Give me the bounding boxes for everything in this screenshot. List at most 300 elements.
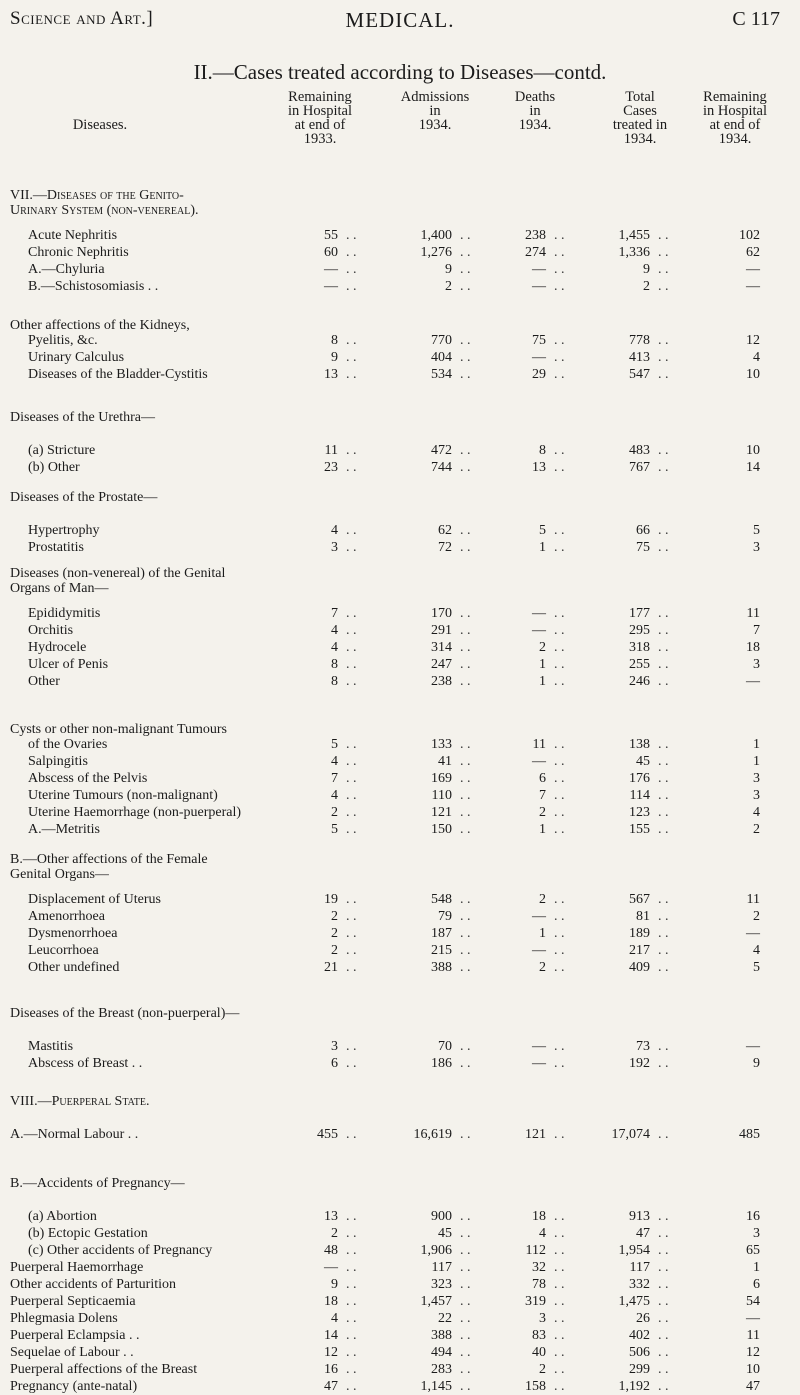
leader-dots: . .	[554, 788, 565, 803]
leader-dots: . .	[346, 674, 357, 689]
cell-value: 13	[324, 367, 338, 382]
cell-value: 2	[331, 805, 338, 820]
cell-value: 114	[629, 788, 650, 803]
leader-dots: . .	[554, 640, 565, 655]
table-row	[0, 1056, 800, 1070]
cell-value: 3	[753, 788, 760, 803]
cell-value: 155	[629, 822, 650, 837]
cell-value: 1,455	[618, 228, 650, 243]
leader-dots: . .	[346, 1226, 357, 1241]
leader-dots: . .	[554, 892, 565, 907]
leader-dots: . .	[460, 788, 471, 803]
leader-dots: . .	[460, 1345, 471, 1360]
cell-value: 18	[324, 1294, 338, 1309]
cell-value: 5	[539, 523, 546, 538]
row-label: A.—Chyluria	[28, 262, 105, 277]
row-label: (a) Abortion	[28, 1209, 97, 1224]
row-label: Ulcer of Penis	[28, 657, 109, 672]
row-label: (c) Other accidents of Pregnancy	[28, 1243, 213, 1258]
leader-dots: . .	[460, 640, 471, 655]
cell-value: 73	[636, 1039, 650, 1054]
cell-value: 72	[438, 540, 452, 555]
cell-value: 323	[431, 1277, 452, 1292]
cell-value: 18	[532, 1209, 546, 1224]
cell-value: 506	[629, 1345, 650, 1360]
cell-value: 9	[331, 350, 338, 365]
cell-value: 60	[324, 245, 338, 260]
leader-dots: . .	[346, 1056, 357, 1071]
cell-value: 4	[753, 805, 760, 820]
cell-value: 4	[539, 1226, 546, 1241]
leader-dots: . .	[554, 822, 565, 837]
leader-dots: . .	[554, 443, 565, 458]
leader-dots: . .	[658, 1209, 669, 1224]
cell-value: —	[746, 279, 760, 294]
header-left: Science and Art.]	[10, 8, 154, 29]
leader-dots: . .	[554, 606, 565, 621]
cell-value: 3	[753, 657, 760, 672]
cell-value: 295	[629, 623, 650, 638]
cell-value: 13	[324, 1209, 338, 1224]
leader-dots: . .	[460, 245, 471, 260]
leader-dots: . .	[346, 1243, 357, 1258]
cell-value: 318	[629, 640, 650, 655]
cell-value: 23	[324, 460, 338, 475]
row-label: Other undefined	[28, 960, 120, 975]
leader-dots: . .	[460, 754, 471, 769]
row-label: Pregnancy (ante-natal)	[10, 1379, 138, 1394]
leader-dots: . .	[346, 754, 357, 769]
table-row	[0, 228, 800, 242]
cell-value: —	[746, 1039, 760, 1054]
leader-dots: . .	[346, 333, 357, 348]
table-row	[0, 1039, 800, 1053]
cell-value: 2	[753, 822, 760, 837]
cell-value: 2	[539, 892, 546, 907]
section-heading: Cysts or other non-malignant Tumours	[10, 722, 228, 737]
cell-value: 5	[331, 822, 338, 837]
cell-value: 1	[753, 754, 760, 769]
cell-value: 472	[431, 443, 452, 458]
leader-dots: . .	[346, 926, 357, 941]
leader-dots: . .	[460, 1039, 471, 1054]
row-label: Orchitis	[28, 623, 74, 638]
cell-value: 1,336	[618, 245, 650, 260]
table-title: II.—Cases treated according to Diseases—contd.	[193, 60, 607, 84]
cell-value: 10	[746, 1362, 760, 1377]
cell-value: 47	[636, 1226, 650, 1241]
table-row	[0, 523, 800, 537]
cell-value: 7	[331, 771, 338, 786]
table-row	[0, 333, 800, 347]
leader-dots: . .	[554, 1226, 565, 1241]
leader-dots: . .	[554, 1209, 565, 1224]
leader-dots: . .	[658, 228, 669, 243]
cell-value: 314	[431, 640, 452, 655]
leader-dots: . .	[346, 523, 357, 538]
cell-value: —	[532, 754, 546, 769]
section-heading: Diseases of the Prostate—	[10, 490, 158, 505]
table-row	[0, 960, 800, 974]
leader-dots: . .	[554, 350, 565, 365]
leader-dots: . .	[346, 640, 357, 655]
table-row	[0, 909, 800, 923]
cell-value: 121	[431, 805, 452, 820]
cell-value: 215	[431, 943, 452, 958]
cell-value: 75	[636, 540, 650, 555]
leader-dots: . .	[658, 606, 669, 621]
cell-value: 4	[331, 754, 338, 769]
row-label: Abscess of the Pelvis	[28, 771, 148, 786]
leader-dots: . .	[554, 754, 565, 769]
cell-value: 16	[324, 1362, 338, 1377]
leader-dots: . .	[658, 822, 669, 837]
leader-dots: . .	[658, 1362, 669, 1377]
table-row	[0, 892, 800, 906]
cell-value: 1	[539, 926, 546, 941]
table-row	[0, 640, 800, 654]
cell-value: 238	[431, 674, 452, 689]
leader-dots: . .	[554, 1328, 565, 1343]
cell-value: 1,906	[420, 1243, 452, 1258]
cell-value: 1,954	[618, 1243, 650, 1258]
cell-value: 548	[431, 892, 452, 907]
table-row	[0, 367, 800, 381]
leader-dots: . .	[460, 1294, 471, 1309]
cell-value: 2	[539, 960, 546, 975]
leader-dots: . .	[658, 909, 669, 924]
row-label: Puerperal affections of the Breast	[10, 1362, 198, 1377]
cell-value: 283	[431, 1362, 452, 1377]
leader-dots: . .	[554, 1362, 565, 1377]
cell-value: 2	[539, 805, 546, 820]
cell-value: 40	[532, 1345, 546, 1360]
leader-dots: . .	[658, 1277, 669, 1292]
row-label: Displacement of Uterus	[28, 892, 161, 907]
column-headers	[0, 90, 800, 170]
leader-dots: . .	[658, 926, 669, 941]
table-row	[0, 540, 800, 554]
cell-value: 123	[629, 805, 650, 820]
cell-value: —	[532, 943, 546, 958]
cell-value: 11	[746, 606, 760, 621]
cell-value: 32	[532, 1260, 546, 1275]
cell-value: 150	[431, 822, 452, 837]
row-label: A.—Metritis	[28, 822, 100, 837]
cell-value: 3	[753, 540, 760, 555]
leader-dots: . .	[346, 788, 357, 803]
leader-dots: . .	[658, 262, 669, 277]
cell-value: 169	[431, 771, 452, 786]
leader-dots: . .	[658, 1243, 669, 1258]
row-label: Puerperal Haemorrhage	[10, 1260, 144, 1275]
cell-value: 12	[324, 1345, 338, 1360]
cell-value: —	[532, 909, 546, 924]
cell-value: 409	[629, 960, 650, 975]
leader-dots: . .	[460, 737, 471, 752]
leader-dots: . .	[554, 279, 565, 294]
cell-value: 102	[739, 228, 760, 243]
header-right: C 117	[732, 8, 780, 30]
leader-dots: . .	[554, 333, 565, 348]
row-label: Dysmenorrhoea	[28, 926, 118, 941]
cell-value: 7	[331, 606, 338, 621]
section-heading: B.—Other affections of the Female Genital Organs—	[10, 852, 208, 882]
section-heading: Diseases of the Urethra—	[10, 410, 156, 425]
table-row	[0, 1127, 800, 1141]
leader-dots: . .	[460, 443, 471, 458]
col-total-cases: Total Cases treated in 1934.	[612, 89, 668, 147]
cell-value: 6	[753, 1277, 760, 1292]
cell-value: 534	[431, 367, 452, 382]
leader-dots: . .	[460, 333, 471, 348]
cell-value: 138	[629, 737, 650, 752]
cell-value: 5	[753, 960, 760, 975]
leader-dots: . .	[658, 245, 669, 260]
row-label: Salpingitis	[28, 754, 88, 769]
leader-dots: . .	[346, 892, 357, 907]
leader-dots: . .	[346, 737, 357, 752]
cell-value: 189	[629, 926, 650, 941]
leader-dots: . .	[460, 960, 471, 975]
cell-value: 117	[431, 1260, 452, 1275]
leader-dots: . .	[554, 771, 565, 786]
leader-dots: . .	[460, 674, 471, 689]
leader-dots: . .	[554, 1294, 565, 1309]
leader-dots: . .	[346, 943, 357, 958]
cell-value: 11	[746, 892, 760, 907]
leader-dots: . .	[554, 926, 565, 941]
leader-dots: . .	[658, 1311, 669, 1326]
table-row	[0, 1277, 800, 1291]
cell-value: 10	[746, 443, 760, 458]
row-label: Amenorrhoea	[28, 909, 105, 924]
leader-dots: . .	[554, 657, 565, 672]
col-admissions: Admissions in 1934.	[400, 89, 470, 133]
leader-dots: . .	[658, 623, 669, 638]
leader-dots: . .	[658, 367, 669, 382]
leader-dots: . .	[460, 1226, 471, 1241]
cell-value: 1,192	[618, 1379, 650, 1394]
cell-value: 2	[539, 640, 546, 655]
cell-value: 455	[317, 1127, 338, 1142]
leader-dots: . .	[346, 1328, 357, 1343]
leader-dots: . .	[554, 805, 565, 820]
leader-dots: . .	[346, 1311, 357, 1326]
row-label: (b) Other	[28, 460, 80, 475]
table-row	[0, 926, 800, 940]
cell-value: 192	[629, 1056, 650, 1071]
table-row	[0, 1226, 800, 1240]
cell-value: 8	[331, 333, 338, 348]
cell-value: 247	[431, 657, 452, 672]
cell-value: 54	[746, 1294, 760, 1309]
leader-dots: . .	[346, 1362, 357, 1377]
row-label: Phlegmasia Dolens	[10, 1311, 118, 1326]
leader-dots: . .	[346, 443, 357, 458]
cell-value: 47	[746, 1379, 760, 1394]
table-row	[0, 262, 800, 276]
leader-dots: . .	[460, 228, 471, 243]
row-label: Chronic Nephritis	[28, 245, 129, 260]
leader-dots: . .	[658, 892, 669, 907]
leader-dots: . .	[346, 279, 357, 294]
cell-value: 158	[525, 1379, 546, 1394]
cell-value: 4	[331, 623, 338, 638]
leader-dots: . .	[554, 1056, 565, 1071]
table-row	[0, 1345, 800, 1359]
cell-value: 81	[636, 909, 650, 924]
cell-value: 11	[324, 443, 338, 458]
cell-value: 246	[629, 674, 650, 689]
leader-dots: . .	[554, 1277, 565, 1292]
row-label: Other	[28, 674, 60, 689]
cell-value: 2	[331, 943, 338, 958]
leader-dots: . .	[460, 1328, 471, 1343]
cell-value: 2	[539, 1362, 546, 1377]
cell-value: 913	[629, 1209, 650, 1224]
cell-value: 319	[525, 1294, 546, 1309]
leader-dots: . .	[554, 523, 565, 538]
table-row	[0, 1260, 800, 1274]
col-diseases: Diseases.	[72, 117, 128, 133]
leader-dots: . .	[346, 805, 357, 820]
leader-dots: . .	[346, 460, 357, 475]
leader-dots: . .	[460, 279, 471, 294]
cell-value: 1	[753, 1260, 760, 1275]
cell-value: 3	[539, 1311, 546, 1326]
cell-value: 767	[629, 460, 650, 475]
table-row	[0, 245, 800, 259]
row-label: Urinary Calculus	[28, 350, 125, 365]
leader-dots: . .	[554, 674, 565, 689]
cell-value: 744	[431, 460, 452, 475]
cell-value: 9	[331, 1277, 338, 1292]
leader-dots: . .	[460, 1379, 471, 1394]
cell-value: 238	[525, 228, 546, 243]
cell-value: —	[532, 606, 546, 621]
row-label: Prostatitis	[28, 540, 85, 555]
cell-value: 8	[331, 674, 338, 689]
leader-dots: . .	[658, 657, 669, 672]
leader-dots: . .	[554, 1243, 565, 1258]
cell-value: 13	[532, 460, 546, 475]
page-header	[10, 8, 790, 42]
cell-value: —	[532, 623, 546, 638]
leader-dots: . .	[460, 1311, 471, 1326]
leader-dots: . .	[658, 350, 669, 365]
leader-dots: . .	[554, 1260, 565, 1275]
leader-dots: . .	[658, 1260, 669, 1275]
cell-value: 133	[431, 737, 452, 752]
cell-value: 187	[431, 926, 452, 941]
section-heading: Diseases of the Breast (non-puerperal)—	[10, 1006, 240, 1021]
cell-value: 494	[431, 1345, 452, 1360]
cell-value: 4	[331, 788, 338, 803]
cell-value: 79	[438, 909, 452, 924]
leader-dots: . .	[346, 822, 357, 837]
leader-dots: . .	[554, 540, 565, 555]
leader-dots: . .	[658, 1127, 669, 1142]
cell-value: —	[746, 674, 760, 689]
table-row	[0, 1328, 800, 1342]
cell-value: 3	[331, 540, 338, 555]
leader-dots: . .	[554, 1127, 565, 1142]
leader-dots: . .	[460, 262, 471, 277]
cell-value: 12	[746, 1345, 760, 1360]
cell-value: 2	[445, 279, 452, 294]
cell-value: 21	[324, 960, 338, 975]
table-row	[0, 737, 800, 751]
cell-value: 55	[324, 228, 338, 243]
cell-value: 62	[746, 245, 760, 260]
table-row	[0, 822, 800, 836]
cell-value: 483	[629, 443, 650, 458]
cell-value: 4	[331, 1311, 338, 1326]
leader-dots: . .	[554, 943, 565, 958]
leader-dots: . .	[460, 460, 471, 475]
leader-dots: . .	[460, 1056, 471, 1071]
leader-dots: . .	[346, 540, 357, 555]
table-row	[0, 623, 800, 637]
leader-dots: . .	[346, 1209, 357, 1224]
leader-dots: . .	[460, 606, 471, 621]
leader-dots: . .	[346, 245, 357, 260]
cell-value: 404	[431, 350, 452, 365]
leader-dots: . .	[554, 1311, 565, 1326]
leader-dots: . .	[460, 943, 471, 958]
leader-dots: . .	[460, 623, 471, 638]
cell-value: 7	[753, 623, 760, 638]
cell-value: 1	[539, 822, 546, 837]
cell-value: 1	[539, 657, 546, 672]
cell-value: 1	[539, 540, 546, 555]
cell-value: 2	[753, 909, 760, 924]
cell-value: 778	[629, 333, 650, 348]
cell-value: 177	[629, 606, 650, 621]
cell-value: 8	[539, 443, 546, 458]
leader-dots: . .	[554, 1039, 565, 1054]
header-center: MEDICAL.	[345, 8, 455, 32]
cell-value: 12	[746, 333, 760, 348]
leader-dots: . .	[658, 279, 669, 294]
cell-value: 299	[629, 1362, 650, 1377]
cell-value: 1	[753, 737, 760, 752]
leader-dots: . .	[346, 909, 357, 924]
cell-value: 567	[629, 892, 650, 907]
cell-value: 170	[431, 606, 452, 621]
cell-value: 26	[636, 1311, 650, 1326]
cell-value: —	[532, 350, 546, 365]
leader-dots: . .	[658, 523, 669, 538]
leader-dots: . .	[460, 805, 471, 820]
leader-dots: . .	[658, 960, 669, 975]
section-heading: Other affections of the Kidneys,	[10, 318, 190, 333]
table-row	[0, 443, 800, 457]
section-heading: VII.—Diseases of the Genito- Urinary System (non-venereal).	[10, 188, 199, 218]
leader-dots: . .	[346, 960, 357, 975]
leader-dots: . .	[460, 1243, 471, 1258]
leader-dots: . .	[460, 1127, 471, 1142]
leader-dots: . .	[554, 1379, 565, 1394]
section-heading: B.—Accidents of Pregnancy—	[10, 1176, 185, 1191]
cell-value: 3	[331, 1039, 338, 1054]
cell-value: 1,457	[420, 1294, 452, 1309]
cell-value: 2	[331, 1226, 338, 1241]
cell-value: 3	[753, 771, 760, 786]
table-row	[0, 1209, 800, 1223]
leader-dots: . .	[346, 606, 357, 621]
